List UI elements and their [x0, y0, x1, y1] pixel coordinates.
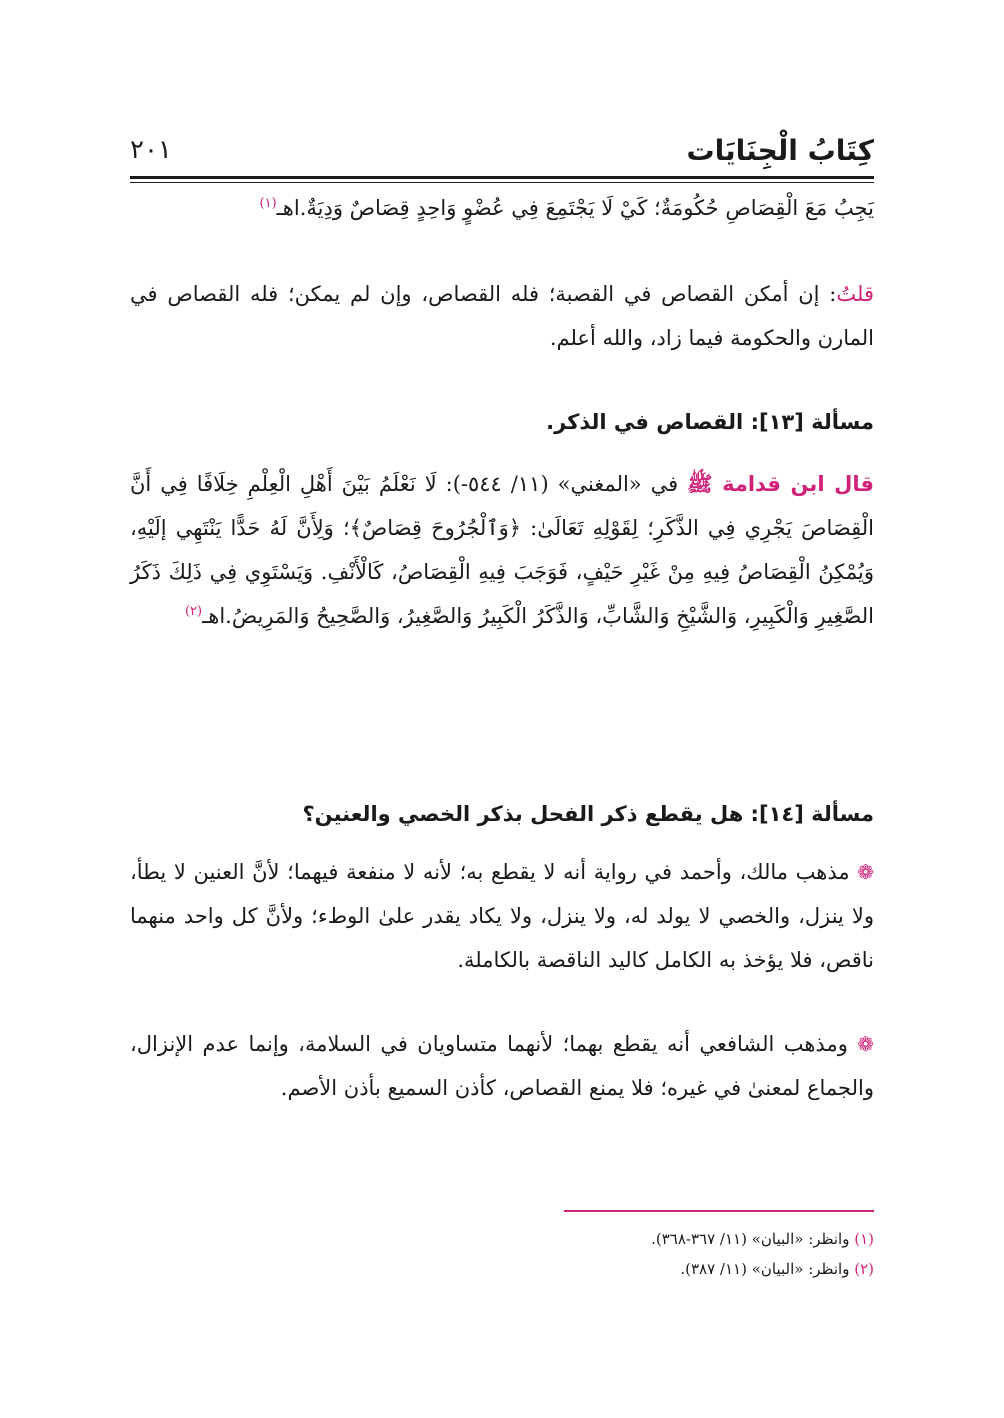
page-number: ٢٠١: [130, 135, 172, 165]
page-header: [130, 130, 874, 170]
paragraph-quote: قال ابن قدامة ﷺ في «المغني» (١١/ ٥٤٤-): لَا نَعْلَمُ بَيْنَ أَهْلِ الْعِلْمِ خِلَافًا فِي أَنَّ الْقِصَاصَ يَجْرِي فِي الذَّكَرِ؛ لِقَوْلِهِ تَعَالَىٰ: ﴿وَٱلْجُرُوحَ قِصَاصٌ﴾؛ وَلِأَنَّ لَهُ حَدًّا يَنْتَهِي إلَيْهِ، وَيُمْكِنُ الْقِصَاصُ فِيهِ مِنْ غَيْرِ حَيْفٍ، فَوَجَبَ فِيهِ الْقِصَاصُ، كَالْأَنْفِ. وَيَسْتَوِي فِي ذَلِكَ ذَكَرُ الصَّغِيرِ وَالْكَبِيرِ، وَالشَّيْخِ وَالشَّابِّ، وَالذَّكَرُ الْكَبِيرُ وَالصَّغِيرُ، وَالصَّحِيحُ وَالمَرِيضُ.اهـ$^{(٢)}$: [130, 472, 874, 628]
flower-bullet-icon: ❁: [857, 1032, 874, 1056]
paragraph-shafii: ❁ ومذهب الشافعي أنه يقطع بهما؛ لأنهما متساويان في السلامة، وإنما عدم الإنزال، والجماع لمعنىٰ في غيره؛ فلا يمنع القصاص، كأذن السميع بأذن الأصم.: [130, 1032, 874, 1100]
section-heading-14: مسألة [١٤]: هل يقطع ذكر الفحل بذكر الخصي والعنين؟: [302, 802, 874, 826]
paragraph-continuation: يَجِبُ مَعَ الْقِصَاصِ حُكُومَةٌ؛ كَيْ لَا يَجْتَمِعَ فِي عُضْوٍ وَاحِدٍ قِصَاصٌ وَدِيَةٌ.اهـ$^{(١)}$: [259, 196, 874, 220]
running-title: كِتَابُ الْجِنَايَات: [686, 133, 874, 167]
footnotes: [130, 1224, 874, 1284]
footnote-divider: [564, 1210, 874, 1212]
quote-author: قال ابن قدامة ﷺ: [687, 472, 874, 496]
footnote-ref-1: (١): [259, 196, 277, 211]
comment-label: قلتُ: [836, 282, 874, 306]
flower-bullet-icon: ❁: [857, 860, 874, 884]
header-rule-thick: [130, 176, 874, 179]
section-heading-13: مسألة [١٣]: القصاص في الذكر.: [546, 410, 874, 434]
footnote-1: (١) وانظر: «البيان» (١١/ ٣٦٧-٣٦٨).: [651, 1230, 874, 1248]
book-page: [130, 120, 874, 1300]
paragraph-comment: قلتُ: إن أمكن القصاص في القصبة؛ فله القصاص، وإن لم يمكن؛ فله القصاص في المارن والحكومة فيما زاد، والله أعلم.: [130, 282, 874, 350]
footnote-2: (٢) وانظر: «البيان» (١١/ ٣٨٧).: [680, 1260, 874, 1278]
paragraph-maliki: ❁ مذهب مالك، وأحمد في رواية أنه لا يقطع به؛ لأنه لا منفعة فيهما؛ لأنَّ العنين لا يطأ، ولا ينزل، والخصي لا يولد له، ولا ينزل، ولا يكاد يقدر علىٰ الوطء؛ ولأنَّ كل واحد منهما ناقص، فلا يؤخذ به الكامل كاليد الناقصة بالكاملة.: [130, 860, 874, 972]
footnote-ref-2: (٢): [184, 604, 203, 619]
header-rule-thin: [130, 182, 874, 183]
